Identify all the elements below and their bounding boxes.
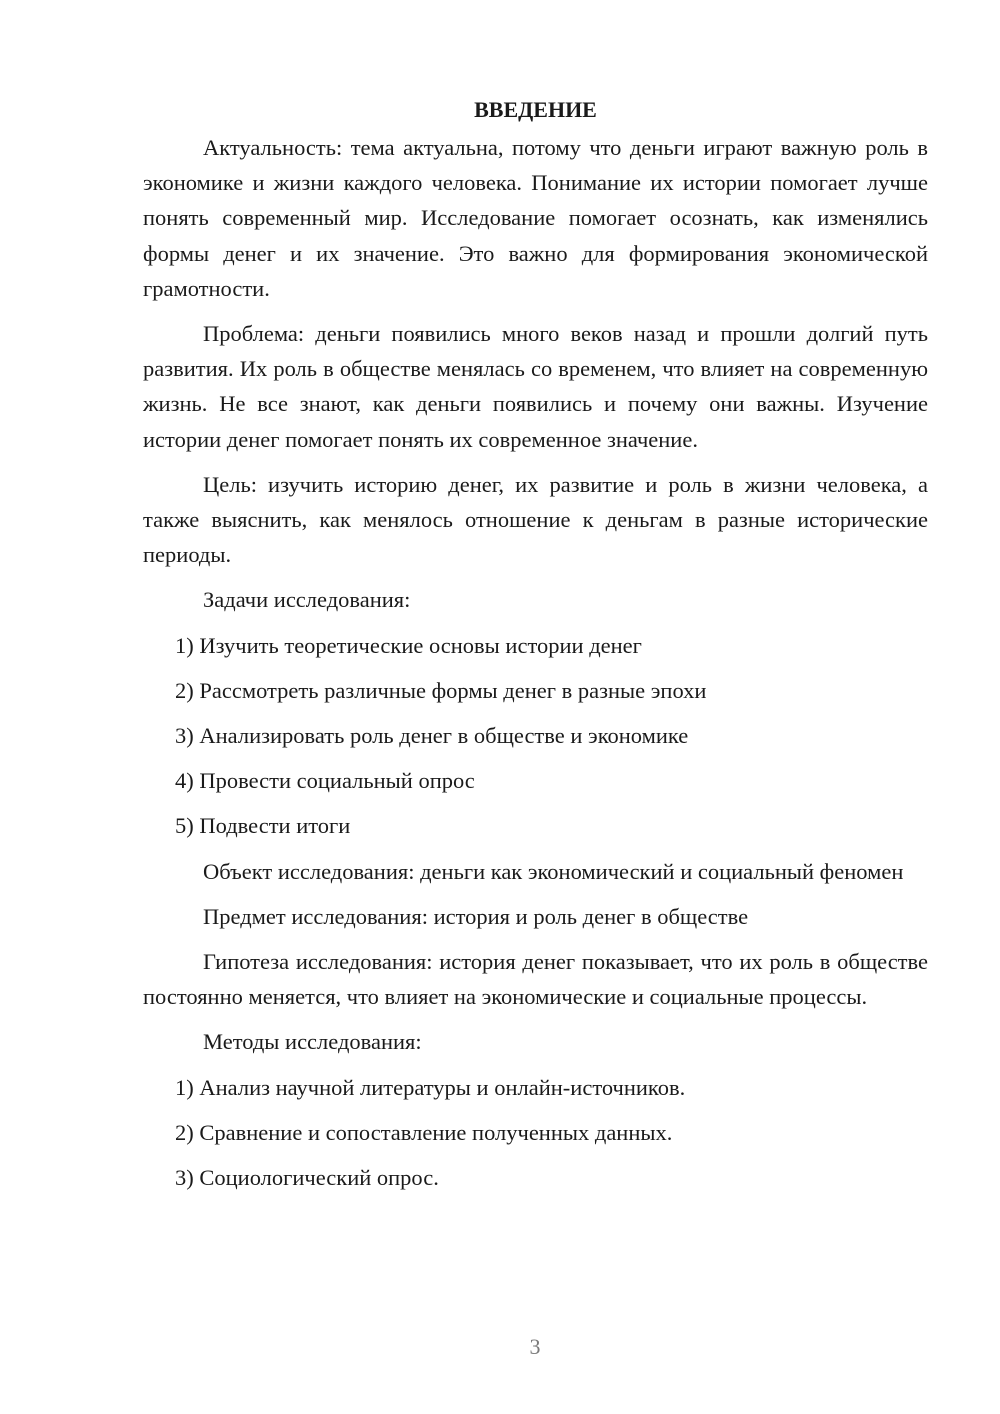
goal-paragraph: Цель: изучить историю денег, их развитие и роль в жизни человека, а также выяснить, как менялось отношение к деньгам в разные исторические периоды. — [143, 471, 928, 568]
methods-list — [143, 1070, 928, 1196]
subject-paragraph: Предмет исследования: история и роль денег в обществе — [203, 903, 749, 929]
list-item: 5) Подвести итоги — [175, 813, 351, 839]
list-item: 1) Изучить теоретические основы истории денег — [175, 632, 642, 658]
page-title: ВВЕДЕНИЕ — [474, 97, 597, 122]
list-item: 3) Социологический опрос. — [175, 1165, 439, 1191]
list-item: 2) Сравнение и сопоставление полученных данных. — [175, 1119, 673, 1145]
methods-heading: Методы исследования: — [203, 1029, 422, 1055]
relevance-paragraph: Актуальность: тема актуальна, потому что деньги играют важную роль в экономике и жизни каждого человека. Понимание их истории помогает лучше понять современный мир. Исследование помогает осознать, как изменялись формы денег и их значение. Это важно для формирования экономической грамотности. — [143, 135, 928, 301]
list-item: 3) Анализировать роль денег в обществе и экономике — [175, 723, 689, 749]
tasks-heading: Задачи исследования: — [203, 587, 411, 613]
problem-paragraph: Проблема: деньги появились много веков назад и прошли долгий путь развития. Их роль в обществе менялась со временем, что влияет на современную жизнь. Не все знают, как деньги появились и почему они важны. Изучение истории денег помогает понять их современное значение. — [143, 321, 928, 452]
page-number: 3 — [529, 1334, 541, 1359]
tasks-list — [143, 628, 928, 844]
list-item: 1) Анализ научной литературы и онлайн-источников. — [175, 1074, 686, 1100]
list-item: 2) Рассмотреть различные формы денег в разные эпохи — [175, 677, 707, 703]
hypothesis-paragraph: Гипотеза исследования: история денег показывает, что их роль в обществе постоянно меняется, что влияет на экономические и социальные процессы. — [143, 949, 928, 1010]
document-page — [143, 92, 928, 1205]
list-item: 4) Провести социальный опрос — [175, 768, 475, 794]
object-paragraph: Объект исследования: деньги как экономический и социальный феномен — [203, 858, 904, 884]
